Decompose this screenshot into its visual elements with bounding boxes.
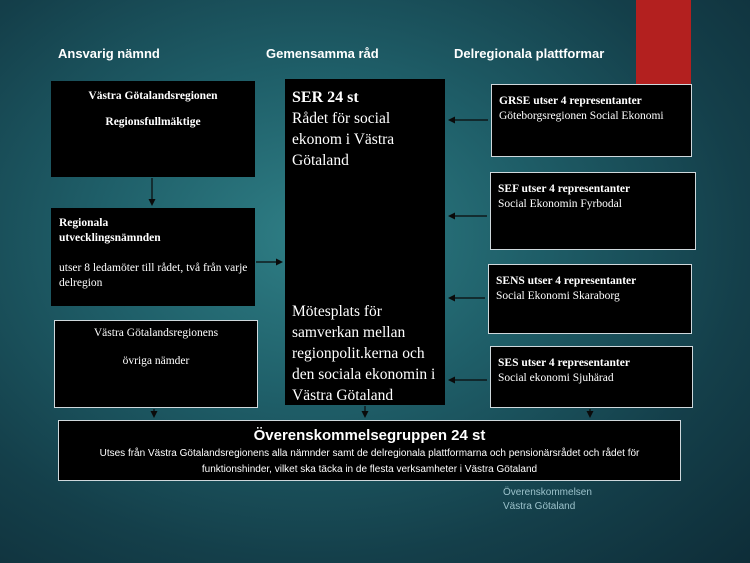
run-desc: utser 8 ledamöter till rådet, två från varje delregion [59, 262, 248, 289]
header-delregionala-plattformar: Delregionala plattformar [454, 46, 605, 61]
sef-title: SEF utser 4 representanter [498, 183, 631, 195]
box-sef [490, 172, 696, 250]
overens-desc: Utses från Västra Götalandsregionens alla nämnder samt de delregionala plattformarna och pensionärsrådet och rådet för funktionshinder, vilket ska täcka in de flesta verksamheter i Västra Götaland [99, 448, 640, 475]
ses-title: SES utser 4 representanter [498, 357, 630, 369]
sens-desc: Social Ekonomi Skaraborg [496, 290, 620, 302]
credit-line1: Överenskommelsen [503, 487, 592, 498]
box-ses [490, 346, 693, 408]
overens-title: Överenskommelsegruppen 24 st [253, 427, 486, 444]
ovriga-line2: övriga nämder [122, 355, 190, 367]
box-ser-council [285, 79, 445, 405]
box-regionala-utvecklingsnamnden [51, 208, 255, 306]
ser-meeting-text: Mötesplats för samverkan mellan regionpolit.kerna och den sociala ekonomin i Västra Götaland [292, 303, 436, 404]
box-grse [491, 84, 692, 157]
grse-desc: Göteborgsregionen Social Ekonomi [499, 110, 664, 122]
box-ovriga-namnder [54, 320, 258, 408]
sens-title: SENS utser 4 representanter [496, 275, 637, 287]
ser-desc: Rådet för social ekonom i Västra Götaland [292, 110, 395, 169]
run-title: Regionala utvecklingsnämnden [59, 217, 161, 244]
vgr-line2: Regionsfullmäktige [105, 116, 201, 128]
grse-title: GRSE utser 4 representanter [499, 95, 642, 107]
ses-desc: Social ekonomi Sjuhärad [498, 372, 614, 384]
ser-title: SER 24 st [292, 89, 359, 106]
source-credit [503, 486, 592, 514]
sef-desc: Social Ekonomin Fyrbodal [498, 198, 622, 210]
box-vgr-regionsfullmaktige [51, 81, 255, 177]
credit-line2: Västra Götaland [503, 501, 576, 512]
vgr-line1: Västra Götalandsregionen [88, 90, 218, 102]
box-overenskommelsegruppen [58, 420, 681, 481]
box-sens [488, 264, 692, 334]
header-gemensamma-rad: Gemensamma råd [266, 46, 379, 61]
ovriga-line1: Västra Götalandsregionens [93, 327, 219, 339]
header-ansvarig-namnd: Ansvarig nämnd [58, 46, 160, 61]
